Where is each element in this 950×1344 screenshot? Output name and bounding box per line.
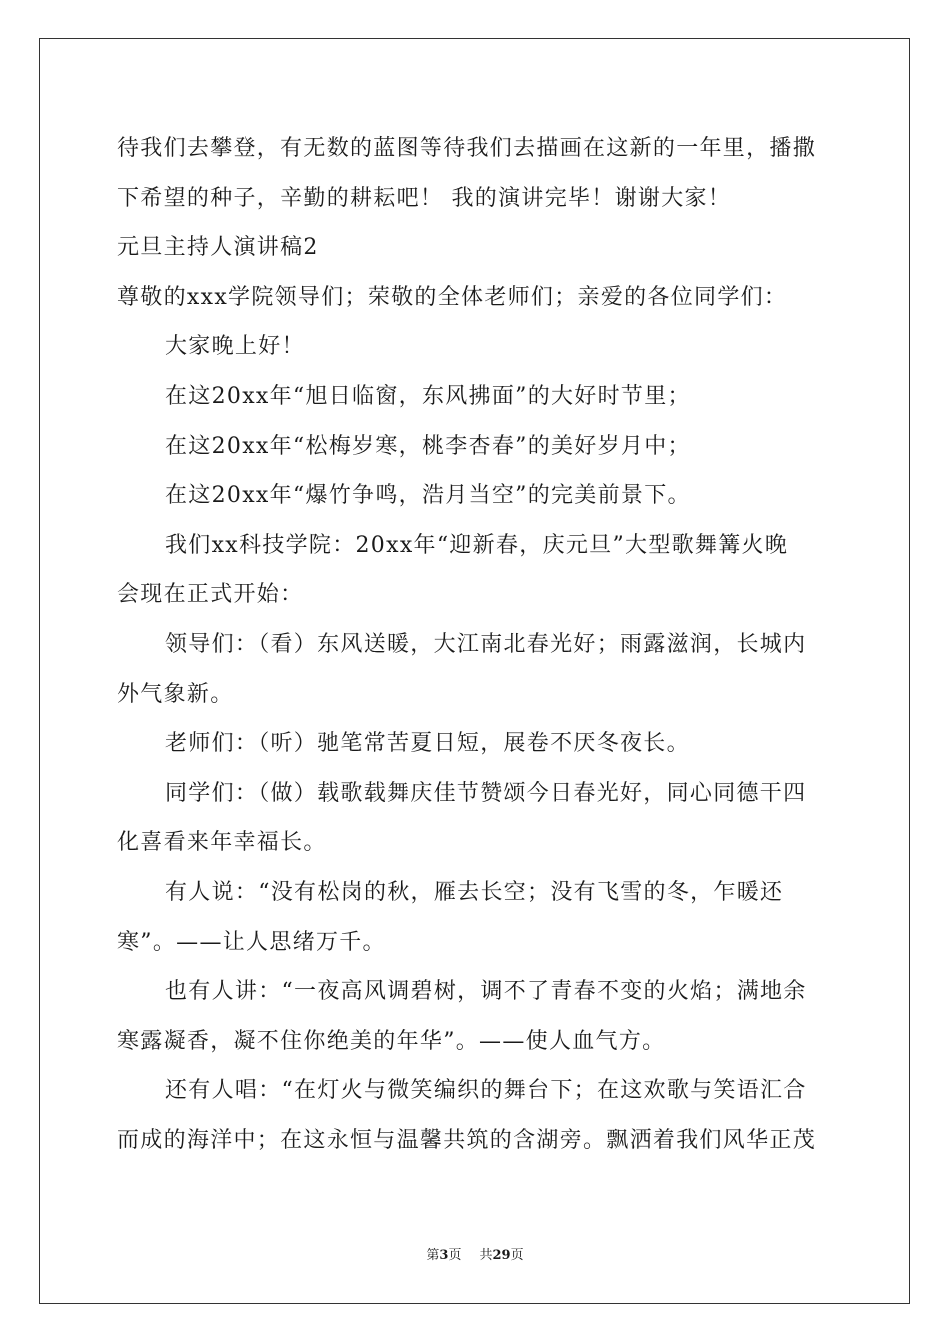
text-line: 在这20xx年“爆竹争鸣，浩月当空”的完美前景下。 <box>165 483 691 509</box>
text-line: 待我们去攀登，有无数的蓝图等待我们去描画在这新的一年里，播撒 <box>117 136 817 161</box>
total-suffix: 页 <box>510 1248 524 1263</box>
document-body <box>117 124 837 1165</box>
text-line: 寒”。——让人思绪万千。 <box>117 929 386 955</box>
text-line: 在这20xx年“松梅岁寒，桃李杏春”的美好岁月中； <box>165 433 691 459</box>
section-heading: 元旦主持人演讲稿2 <box>117 235 319 261</box>
text-line: 老师们：（听）驰笔常苦夏日短，展卷不厌冬夜长。 <box>165 731 690 757</box>
page-footer <box>0 1247 950 1265</box>
text-line: 寒露凝香，凝不住你绝美的年华”。——使人血气方。 <box>117 1028 666 1054</box>
text-line: 还有人唱：“在灯火与微笑编织的舞台下；在这欢歌与笑语汇合 <box>165 1078 807 1104</box>
text-line: 会现在正式开始： <box>117 582 304 608</box>
text-line: 也有人讲：“一夜高风调碧树，调不了青春不变的火焰；满地余 <box>165 979 807 1005</box>
text-line: 有人说：“没有松岗的秋，雁去长空；没有飞雪的冬，乍暖还 <box>165 879 784 905</box>
total-prefix: 共 <box>479 1248 493 1263</box>
text-line: 我们xx科技学院：20xx年“迎新春，庆元旦”大型歌舞篝火晚 <box>165 532 789 558</box>
salutation: 尊敬的xxx学院领导们；荣敬的全体老师们；亲爱的各位同学们： <box>117 284 788 310</box>
total-pages: 29 <box>492 1248 511 1263</box>
text-line: 在这20xx年“旭日临窗，东风拂面”的大好时节里； <box>165 383 691 409</box>
text-line: 大家晚上好！ <box>165 334 305 360</box>
text-line: 同学们：（做）载歌载舞庆佳节赞颂今日春光好，同心同德干四 <box>165 780 807 806</box>
text-line: 而成的海洋中；在这永恒与温馨共筑的含湖旁。飘洒着我们风华正茂 <box>117 1127 817 1153</box>
text-line: 下希望的种子，辛勤的耕耘吧！ 我的演讲完毕！谢谢大家！ <box>117 185 732 211</box>
page-number: 3 <box>439 1248 449 1263</box>
text-line: 化喜看来年幸福长。 <box>117 830 327 856</box>
page-suffix: 页 <box>448 1248 462 1263</box>
text-line: 外气象新。 <box>117 681 234 707</box>
text-line: 领导们：（看）东风送暖，大江南北春光好；雨露滋润，长城内 <box>165 631 807 657</box>
page-prefix: 第 <box>426 1248 440 1263</box>
